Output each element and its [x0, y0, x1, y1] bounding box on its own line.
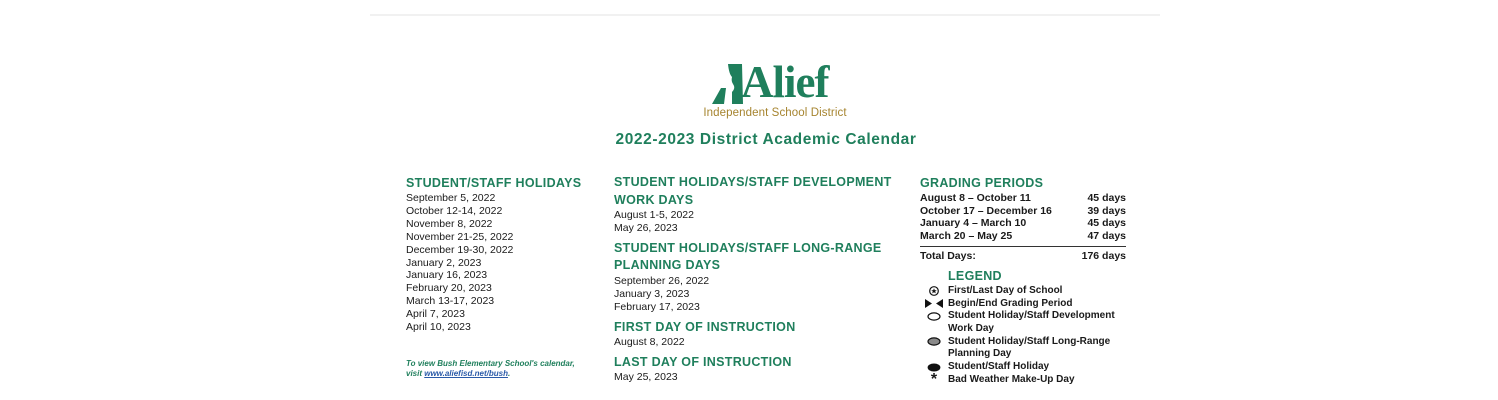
bush-calendar-note [406, 359, 606, 379]
staff-development-date: August 1-5, 2022 [614, 209, 694, 221]
legend-item [920, 310, 1130, 335]
outline-oval-icon [920, 310, 948, 323]
staff-development-heading-cont: WORK DAYS [614, 192, 694, 207]
legend-item [920, 336, 1130, 361]
staff-development-date: May 26, 2023 [614, 221, 678, 234]
planning-heading: STUDENT HOLIDAYS/STAFF LONG-RANGE [614, 240, 882, 255]
legend-label: Student Holiday/Staff Development Work Day [948, 310, 1115, 334]
grading-total-row [920, 250, 1126, 263]
top-divider [370, 14, 1160, 16]
legend-item [920, 298, 1130, 311]
grading-heading: GRADING PERIODS [920, 176, 1044, 190]
district-logo [690, 57, 860, 124]
grading-period-range: January 4 – March 10 [920, 217, 1027, 230]
legend-label: Student/Staff Holiday [948, 361, 1050, 373]
grading-period-days: 45 days [1087, 192, 1126, 204]
grading-period-days: 39 days [1087, 204, 1126, 217]
grading-period-row [920, 217, 1126, 230]
star-circle-icon [920, 285, 948, 298]
grading-period-row [920, 192, 1126, 205]
legend-label: Bad Weather Make-Up Day [948, 373, 1075, 385]
holiday-date: December 19-30, 2022 [406, 243, 514, 256]
planning-block [614, 240, 904, 314]
staff-development-block [614, 174, 904, 235]
holiday-date: February 20, 2023 [406, 282, 492, 295]
planning-date: January 3, 2023 [614, 287, 690, 300]
bowtie-icon [920, 298, 948, 311]
last-day-date: May 25, 2023 [614, 371, 678, 384]
footnote-suffix: . [507, 369, 511, 378]
grading-period-days: 47 days [1087, 230, 1126, 243]
legend-label: First/Last Day of School [948, 284, 1063, 296]
total-days-label: Total Days: [920, 249, 976, 262]
grading-section [920, 175, 1130, 389]
bush-calendar-link[interactable]: www.aliefisd.net/bush [424, 369, 508, 378]
grading-period-row [920, 205, 1126, 218]
legend-label: Student Holiday/Staff Long-Range Planning Day [948, 335, 1111, 360]
holidays-heading: STUDENT/STAFF HOLIDAYS [406, 176, 582, 190]
gray-oval-icon [920, 336, 948, 349]
holiday-date: October 12-14, 2022 [406, 204, 503, 217]
planning-date: February 17, 2023 [614, 300, 700, 313]
legend-item [920, 285, 1130, 298]
holiday-date: September 5, 2022 [406, 192, 496, 204]
grading-period-range: August 8 – October 11 [920, 192, 1031, 204]
first-day-block [614, 319, 904, 349]
legend-label: Begin/End Grading Period [948, 297, 1073, 309]
grading-period-row [920, 230, 1126, 243]
legend-item [920, 361, 1130, 374]
grading-period-days: 45 days [1087, 217, 1126, 230]
logo-subtitle: Independent School District [703, 107, 847, 119]
holiday-date: November 21-25, 2022 [406, 230, 514, 243]
footnote-line: To view Bush Elementary School's calendar, [406, 359, 575, 368]
planning-heading-cont: PLANNING DAYS [614, 258, 721, 273]
holiday-date: April 10, 2023 [406, 321, 471, 334]
footnote-link-line [406, 369, 606, 379]
first-day-heading: FIRST DAY OF INSTRUCTION [614, 319, 796, 334]
first-day-date: August 8, 2022 [614, 336, 685, 349]
instruction-section [614, 174, 904, 389]
legend-heading: LEGEND [948, 268, 1002, 283]
legend-item [920, 371, 1130, 389]
last-day-heading: LAST DAY OF INSTRUCTION [614, 354, 792, 369]
logo-wordmark: Alief [741, 57, 829, 107]
footnote-prefix: visit [406, 369, 425, 378]
total-days-value: 176 days [1081, 249, 1126, 262]
holiday-date: April 7, 2023 [406, 308, 465, 321]
holiday-date: March 13-17, 2023 [406, 295, 495, 308]
page-title: 2022-2023 District Academic Calendar [615, 131, 917, 148]
staff-development-heading: STUDENT HOLIDAYS/STAFF DEVELOPMENT [614, 175, 892, 189]
holidays-section [406, 175, 606, 334]
holiday-date: January 2, 2023 [406, 256, 482, 269]
holiday-date: November 8, 2022 [406, 217, 493, 230]
grading-period-range: October 17 – December 16 [920, 204, 1052, 217]
grading-total-divider [920, 246, 1126, 247]
asterisk-icon: * [930, 371, 938, 389]
grading-period-range: March 20 – May 25 [920, 230, 1013, 243]
holiday-date: January 16, 2023 [406, 269, 488, 282]
last-day-block [614, 354, 904, 384]
planning-date: September 26, 2022 [614, 274, 710, 287]
